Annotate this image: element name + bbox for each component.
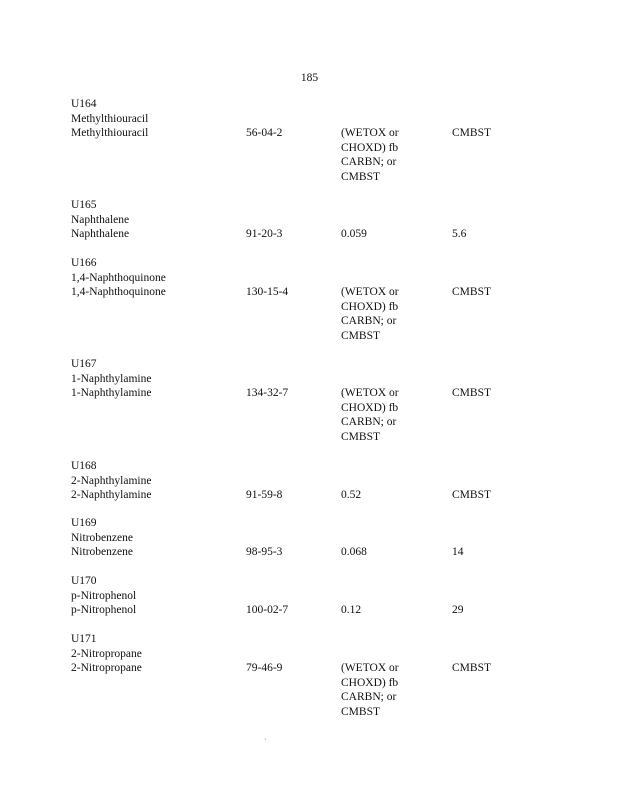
wastewater-line: (WETOX or (341, 662, 399, 674)
wastewater-standard (341, 126, 399, 184)
wastewater-standard: 0.068 (341, 546, 367, 558)
cas-number: 130-15-4 (246, 286, 289, 298)
wastewater-line: CARBN; or (341, 416, 397, 428)
cas-number: 91-59-8 (246, 489, 283, 501)
wastewater-standard (341, 661, 399, 719)
waste-heading: Methylthiouracil (71, 112, 149, 125)
constituent-row (71, 661, 591, 718)
wastewater-line: CARBN; or (341, 691, 397, 703)
waste-code: U169 (71, 517, 97, 529)
waste-code: U167 (71, 358, 97, 370)
waste-heading: Naphthalene (71, 213, 130, 226)
nonwastewater-standard: 14 (452, 546, 464, 558)
wastewater-line: CHOXD) fb (341, 676, 399, 689)
wastewater-line: CARBN; or (341, 315, 397, 327)
nonwastewater-standard: 5.6 (452, 228, 467, 240)
nonwastewater-standard: CMBST (452, 127, 491, 139)
nonwastewater-standard: 29 (452, 604, 464, 616)
wastewater-line: CARBN; or (341, 156, 397, 168)
wastewater-standard (341, 386, 399, 444)
wastewater-line: CMBST (341, 705, 380, 718)
waste-code: U165 (71, 199, 97, 211)
waste-code: U171 (71, 633, 97, 645)
constituent-row (71, 285, 591, 342)
waste-code: U164 (71, 98, 97, 110)
waste-entry (71, 574, 591, 618)
waste-entry (71, 632, 591, 718)
waste-heading: 2-Naphthylamine (71, 474, 152, 487)
waste-entry (71, 357, 591, 443)
nonwastewater-standard: CMBST (452, 286, 491, 298)
constituent-row (71, 488, 591, 503)
constituent-name: 2-Nitropropane (71, 662, 142, 674)
wastewater-line: CMBST (341, 430, 380, 443)
waste-entry (71, 516, 591, 560)
wastewater-line: CHOXD) fb (341, 141, 399, 154)
waste-heading: 1-Naphthylamine (71, 372, 152, 385)
cas-number: 134-32-7 (246, 387, 289, 399)
waste-heading: Nitrobenzene (71, 531, 133, 544)
waste-code: U166 (71, 257, 97, 269)
wastewater-line: CHOXD) fb (341, 401, 399, 414)
constituent-name: Methylthiouracil (71, 127, 149, 139)
cas-number: 91-20-3 (246, 228, 283, 240)
constituent-name: p-Nitrophenol (71, 604, 137, 616)
cas-number: 98-95-3 (246, 546, 283, 558)
waste-entry (71, 256, 591, 342)
wastewater-line: CMBST (341, 329, 380, 342)
constituent-row (71, 386, 591, 443)
constituent-row (71, 227, 591, 242)
constituent-row (71, 126, 591, 183)
wastewater-standard: 0.059 (341, 228, 367, 240)
wastewater-line: CMBST (341, 170, 380, 183)
constituent-name: Nitrobenzene (71, 546, 133, 558)
wastewater-standard: 0.12 (341, 604, 362, 616)
cas-number: 100-02-7 (246, 604, 289, 616)
waste-code: U168 (71, 460, 97, 472)
page-number: 185 (300, 72, 319, 84)
waste-code: U170 (71, 575, 97, 587)
waste-heading: 2-Nitropropane (71, 647, 142, 660)
nonwastewater-standard: CMBST (452, 387, 491, 399)
waste-entry (71, 97, 591, 183)
constituent-name: Naphthalene (71, 228, 130, 240)
constituent-name: 1,4-Naphthoquinone (71, 286, 166, 298)
scan-speck: · (264, 735, 267, 744)
wastewater-standard (341, 285, 399, 343)
constituent-name: 1-Naphthylamine (71, 387, 152, 399)
wastewater-line: (WETOX or (341, 286, 399, 298)
wastewater-line: (WETOX or (341, 387, 399, 399)
wastewater-standard: 0.52 (341, 489, 362, 501)
nonwastewater-standard: CMBST (452, 662, 491, 674)
cas-number: 79-46-9 (246, 662, 283, 674)
constituent-row (71, 545, 591, 560)
wastewater-line: CHOXD) fb (341, 300, 399, 313)
constituent-row (71, 603, 591, 618)
wastewater-line: (WETOX or (341, 127, 399, 139)
cas-number: 56-04-2 (246, 127, 283, 139)
nonwastewater-standard: CMBST (452, 489, 491, 501)
constituent-name: 2-Naphthylamine (71, 489, 152, 501)
waste-heading: 1,4-Naphthoquinone (71, 271, 166, 284)
waste-heading: p-Nitrophenol (71, 589, 137, 602)
waste-entry (71, 198, 591, 242)
waste-entry (71, 459, 591, 503)
